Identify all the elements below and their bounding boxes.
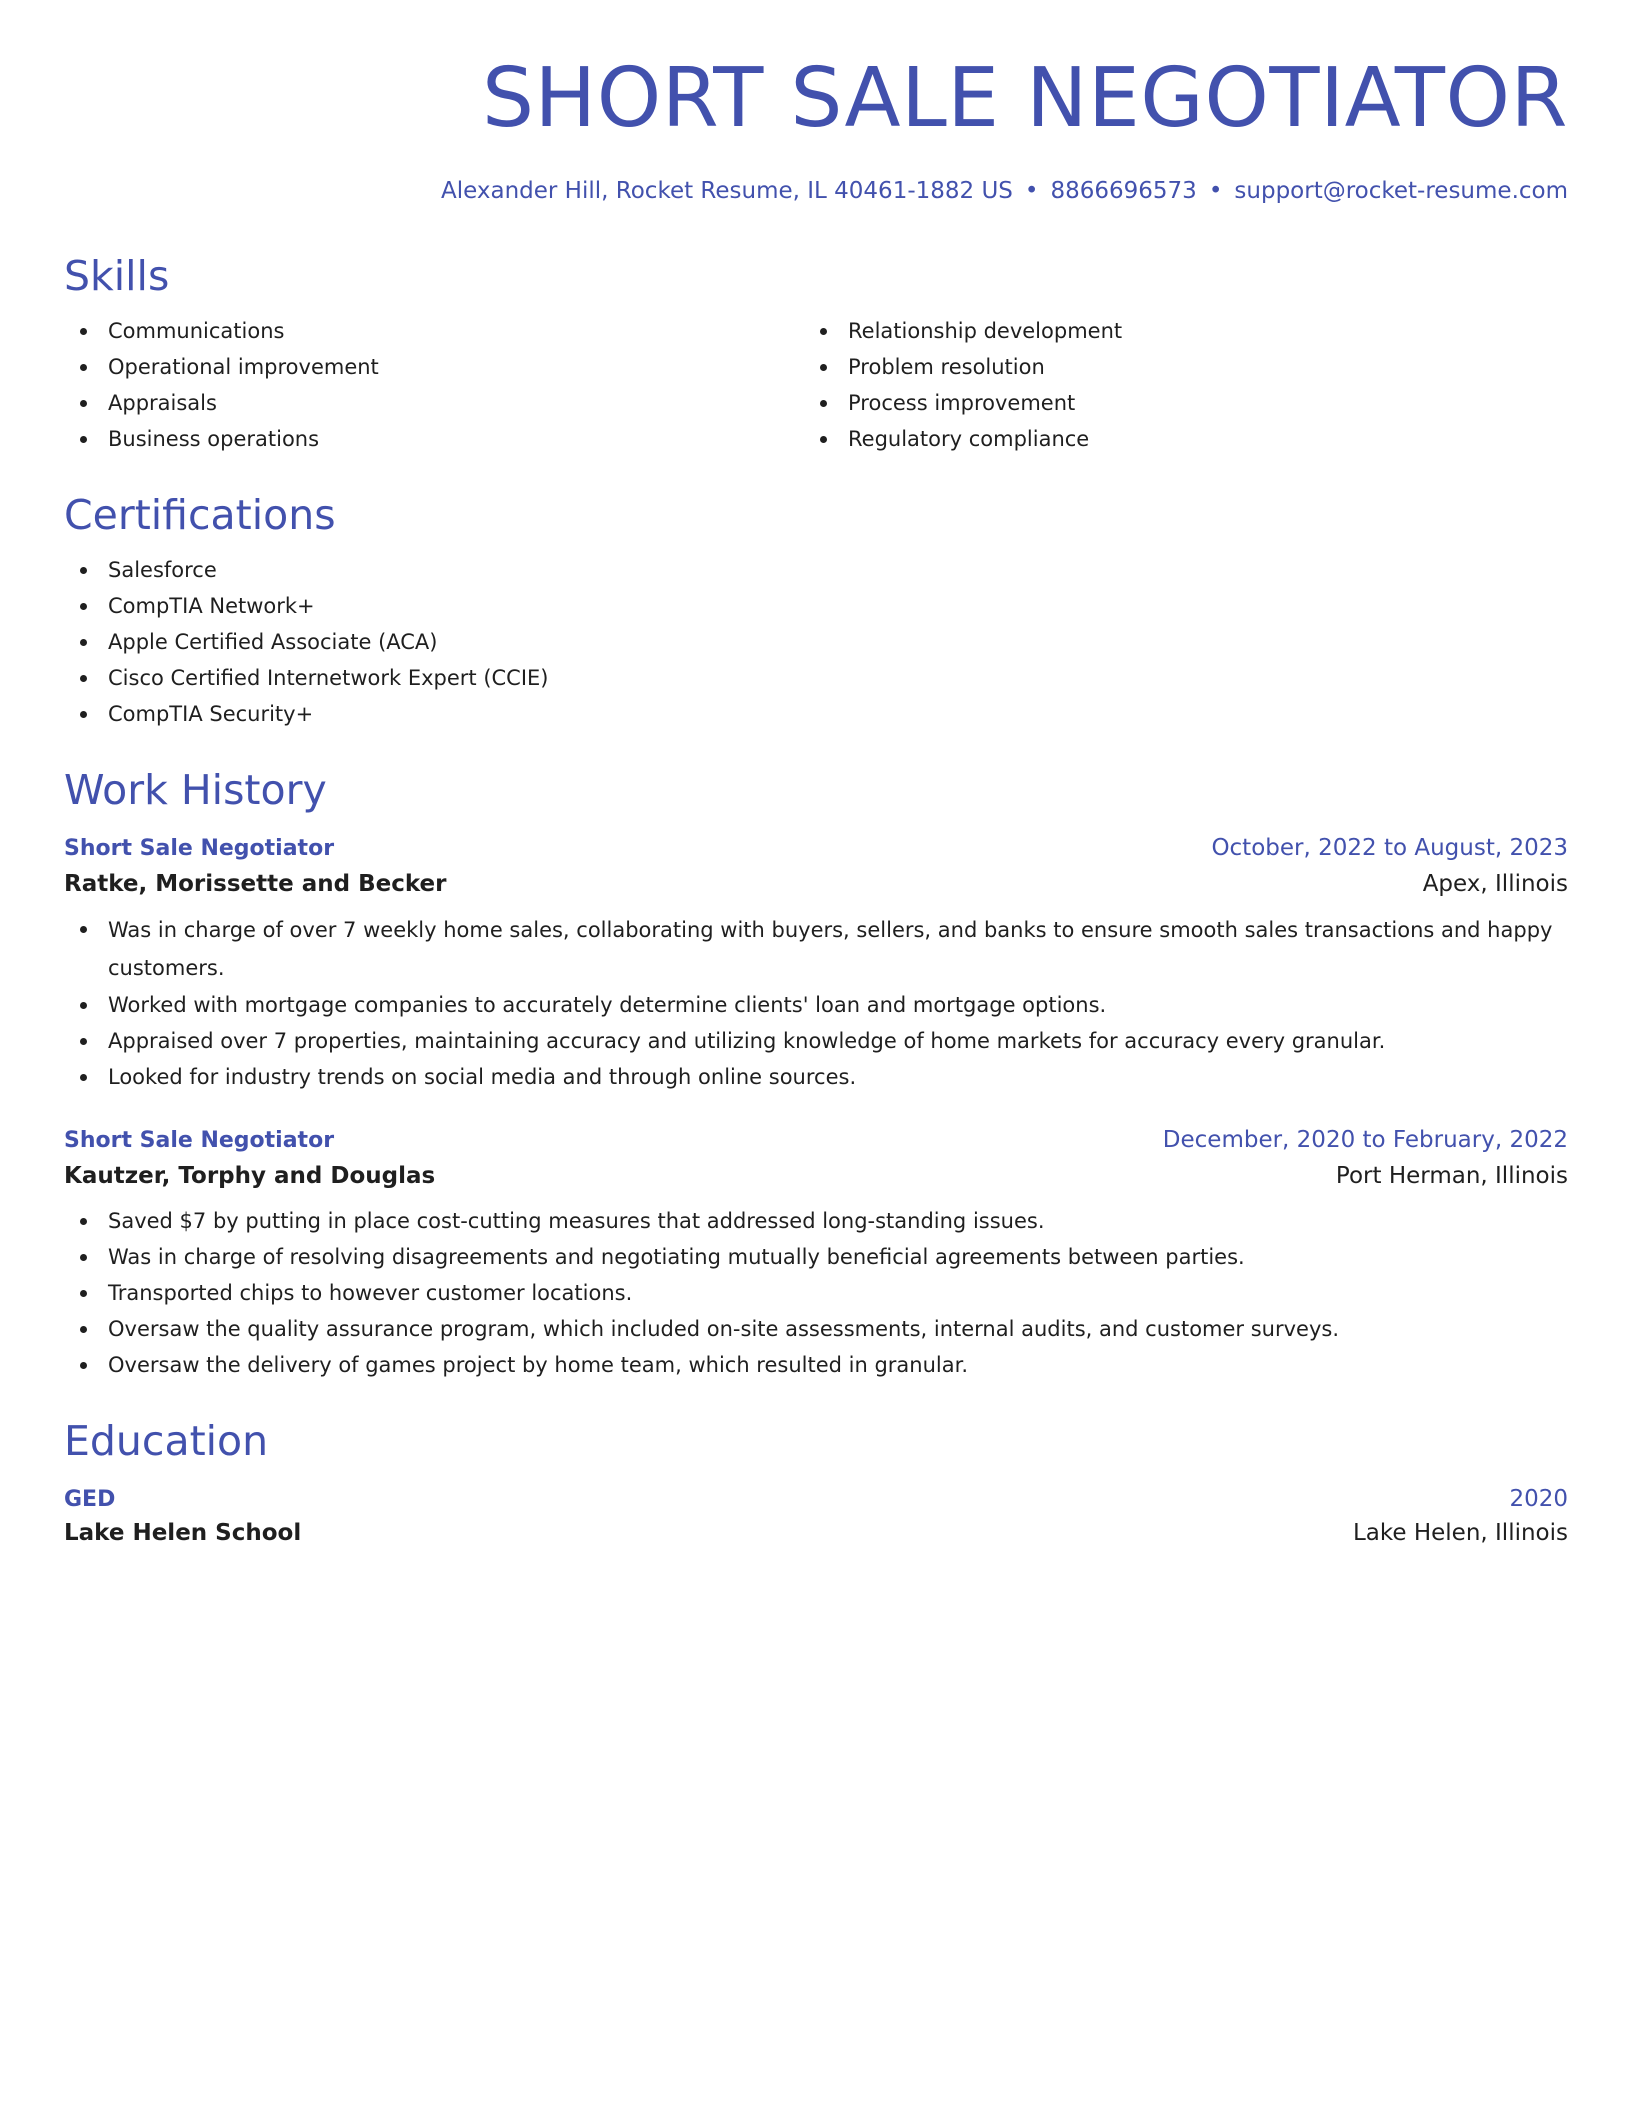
certification-item: Apple Certified Associate (ACA) [64, 624, 1568, 660]
skills-grid [64, 313, 1568, 457]
education-school-row [64, 1520, 1568, 1546]
section-heading-certifications: Certifications [64, 490, 336, 539]
skill-item: Problem resolution [804, 349, 1544, 385]
job-bullet: Worked with mortgage companies to accurately determine clients' loan and mortgage options. [64, 987, 1568, 1023]
job-bullet: Was in charge of over 7 weekly home sales, collaborating with buyers, sellers, and banks to ensure smooth sales transactions and happy customers. [64, 911, 1568, 987]
job-bullet: Transported chips to however customer locations. [64, 1275, 1568, 1311]
section-heading-skills: Skills [64, 251, 170, 300]
contact-phone: 8866696573 [1050, 178, 1197, 205]
skill-item: Business operations [64, 421, 804, 457]
skills-list-right [804, 313, 1544, 457]
job-bullet: Saved $7 by putting in place cost-cutting measures that addressed long-standing issues. [64, 1203, 1568, 1239]
resume-title: SHORT SALE NEGOTIATOR [482, 51, 1568, 146]
certification-item: Salesforce [64, 552, 1568, 588]
job-header-row [64, 1127, 1568, 1153]
job-bullet: Was in charge of resolving disagreements and negotiating mutually beneficial agreements between parties. [64, 1239, 1568, 1275]
certifications-section [64, 490, 1568, 732]
job-location: Apex, Illinois [1422, 870, 1568, 897]
skill-item: Process improvement [804, 385, 1544, 421]
job-dates: October, 2022 to August, 2023 [1211, 834, 1568, 861]
certification-item: CompTIA Security+ [64, 696, 1568, 732]
job-entry [64, 1127, 1568, 1383]
job-company-row [64, 871, 1568, 897]
job-bullets [64, 1203, 1568, 1383]
section-heading-education: Education [64, 1416, 269, 1465]
contact-separator: • [1208, 178, 1223, 205]
job-company: Kautzer, Torphy and Douglas [64, 1162, 436, 1189]
skill-item: Regulatory compliance [804, 421, 1544, 457]
job-bullet: Oversaw the delivery of games project by home team, which resulted in granular. [64, 1347, 1568, 1383]
job-bullet: Oversaw the quality assurance program, which included on-site assessments, internal audits, and customer surveys. [64, 1311, 1568, 1347]
job-company: Ratke, Morissette and Becker [64, 870, 447, 897]
job-header-row [64, 835, 1568, 861]
certification-item: CompTIA Network+ [64, 588, 1568, 624]
job-dates: December, 2020 to February, 2022 [1162, 1126, 1568, 1153]
education-section [64, 1416, 1568, 1547]
contact-separator: • [1024, 178, 1039, 205]
job-entry [64, 835, 1568, 1095]
skills-list-left [64, 313, 804, 457]
skill-item: Relationship development [804, 313, 1544, 349]
contact-line [64, 178, 1568, 206]
contact-address: Alexander Hill, Rocket Resume, IL 40461-1882 US [441, 178, 1013, 205]
skill-item: Communications [64, 313, 804, 349]
job-location: Port Herman, Illinois [1335, 1162, 1568, 1189]
job-bullet: Appraised over 7 properties, maintaining accuracy and utilizing knowledge of home markets for accuracy every granular. [64, 1023, 1568, 1059]
contact-email: support@rocket-resume.com [1234, 178, 1568, 205]
certification-item: Cisco Certified Internetwork Expert (CCIE) [64, 660, 1568, 696]
education-location: Lake Helen, Illinois [1352, 1520, 1568, 1547]
job-title: Short Sale Negotiator [64, 1127, 335, 1153]
skills-section [64, 251, 1568, 457]
section-heading-work-history: Work History [64, 765, 327, 814]
work-history-section [64, 765, 1568, 1383]
job-bullets [64, 911, 1568, 1095]
education-degree: GED [64, 1487, 116, 1513]
education-year: 2020 [1509, 1486, 1568, 1513]
skill-item: Appraisals [64, 385, 804, 421]
skill-item: Operational improvement [64, 349, 804, 385]
certifications-list [64, 552, 1568, 732]
job-bullet: Looked for industry trends on social media and through online sources. [64, 1059, 1568, 1095]
job-title: Short Sale Negotiator [64, 835, 335, 861]
education-header-row [64, 1486, 1568, 1512]
education-school: Lake Helen School [64, 1520, 302, 1547]
job-company-row [64, 1163, 1568, 1189]
